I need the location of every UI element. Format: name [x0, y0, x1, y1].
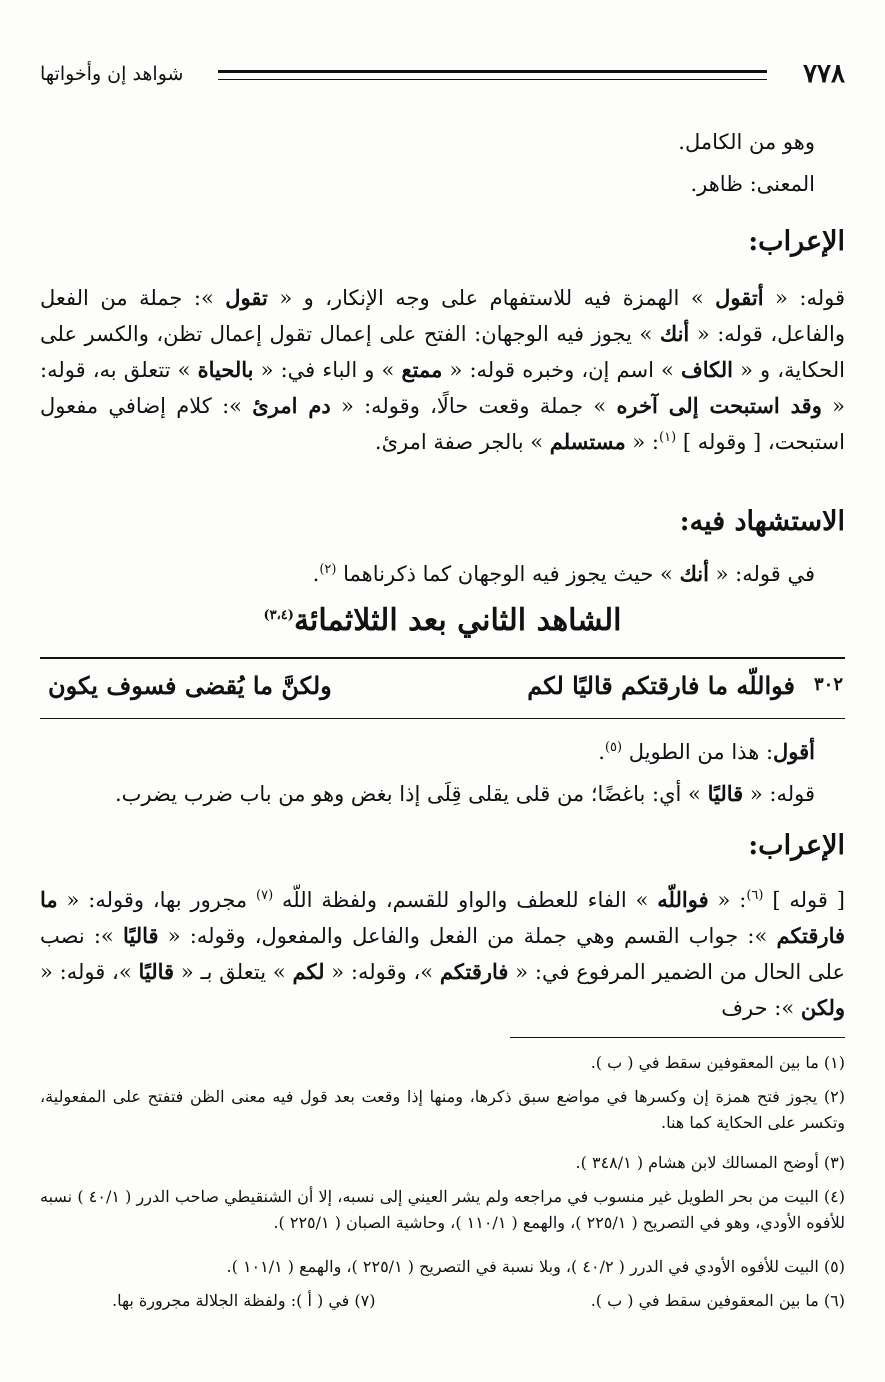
- istishhad-paragraph: في قوله: « أنك » حيث يجوز فيه الوجهان كما ذكرناهما $^{(٢)}$.: [312, 561, 815, 586]
- footnote-6-7-line: [40, 1288, 845, 1314]
- footnote-ref: (٦): [746, 888, 764, 903]
- verse-hemistich-1: فواللّه ما فارقتكم قاليًا لكم: [527, 671, 795, 700]
- running-title: شواهد إن وأخواتها: [40, 63, 184, 85]
- header-rule: [218, 70, 767, 80]
- footnote-3: (٣) أوضح المسالك لابن هشام ( ٣٤٨/١ ).: [575, 1153, 845, 1172]
- irab-heading-2: الإعراب:: [748, 830, 845, 861]
- footnote-2: (٢) يجوز فتح همزة إن وكسرها في مواضع سبق ذكرها، ومنها إذا وقعت بعد قول فيه معنى الظن فتفتح على المفعولية، وتكسر على الحكاية كما هنا.: [40, 1087, 845, 1132]
- verse-number: ٣٠٢: [813, 674, 843, 695]
- footnote-1: (١) ما بين المعقوفين سقط في ( ب ).: [590, 1053, 845, 1072]
- irab-paragraph-2: [ قوله ] $^{(٦)}$: « فواللّه » الفاء للعطف والواو للقسم، ولفظة اللّه $^{(٧)}$ مجرور بها، وقوله: « ما فارقتكم »: جواب القسم وهي جملة من الفعل والفاعل والمفعول، وقوله: « قاليًا »: نصب على الحال من الضمير المرفوع في: « فارقتكم »، وقوله: « لكم » يتعلق بـ « قاليًا »، قوله: « ولكن »: حرف: [40, 887, 846, 1020]
- shahid-title: الشاهد الثاني بعد الثلاثمائة$^{(٣،٤)}$: [263, 603, 622, 638]
- meter-line: وهو من الكامل.: [678, 130, 815, 154]
- footnote-rule: [510, 1037, 845, 1038]
- meaning-paragraph: قوله: « قاليًا » أي: باغضًا؛ من قلى يقلى قِلَى إذا بغض وهو من باب ضرب يضرب.: [114, 781, 815, 806]
- page-header: [40, 56, 845, 96]
- meter-paragraph: أقول: هذا من الطويل $^{(٥)}$.: [598, 739, 815, 764]
- irab-heading: الإعراب:: [748, 226, 845, 257]
- verse-bottom-rule: [40, 718, 845, 719]
- footnote-ref: (١): [659, 430, 677, 445]
- page-number: ٧٧٨: [803, 59, 845, 89]
- footnote-7: (٧) في ( أ ): ولفظة الجلالة مجرورة بها.: [112, 1291, 376, 1310]
- footnote-6: (٦) ما بين المعقوفين سقط في ( ب ).: [590, 1291, 845, 1310]
- footnote-ref: (٣،٤): [263, 608, 294, 623]
- verse-hemistich-2: ولكنَّ ما يُقضى فسوف يكون: [48, 671, 332, 700]
- footnote-4: (٤) البيت من بحر الطويل غير منسوب في مراجعه ولم يشر العيني إلى نسبه، إلا أن الشنقيطي صاحب الدرر ( ٤٠/١ ) نسبه للأفوه الأودي، وهو في التصريح ( ٢٢٥/١ )، والهمع ( ١١٠/١ )، وحاشية الصبان ( ٢٢٥/١ ).: [40, 1187, 846, 1232]
- verse-box: [40, 658, 845, 718]
- footnote-ref: (٥): [604, 740, 623, 755]
- meaning-line: المعنى: ظاهر.: [690, 172, 815, 196]
- irab-paragraph: قوله: « أتقول » الهمزة فيه للاستفهام على وجه الإنكار، و « تقول »: جملة من الفعل والفاعل، قوله: « أنك » يجوز فيه الوجهان: الفتح على إعمال تقول إعمال تظن، والكسر على الحكاية، و « الكاف » اسم إن، وخبره قوله: « ممتع » و الباء في: « بالحياة » تتعلق به، قوله: « وقد استبحت إلى آخره » جملة وقعت حالًا، وقوله: « دم امرئ »: كلام إضافي مفعول استبحت، [ وقوله ] $^{(١)}$: « مستسلم » بالجر صفة امرئ.: [40, 285, 845, 454]
- istishhad-heading: الاستشهاد فيه:: [679, 506, 845, 537]
- footnote-ref: (٢): [319, 562, 337, 577]
- footnote-ref: (٧): [256, 888, 274, 903]
- footnote-5: (٥) البيت للأفوه الأودي في الدرر ( ٤٠/٢ )، وبلا نسبة في التصريح ( ٢٢٥/١ )، والهمع ( ١٠١/١ ).: [226, 1257, 845, 1276]
